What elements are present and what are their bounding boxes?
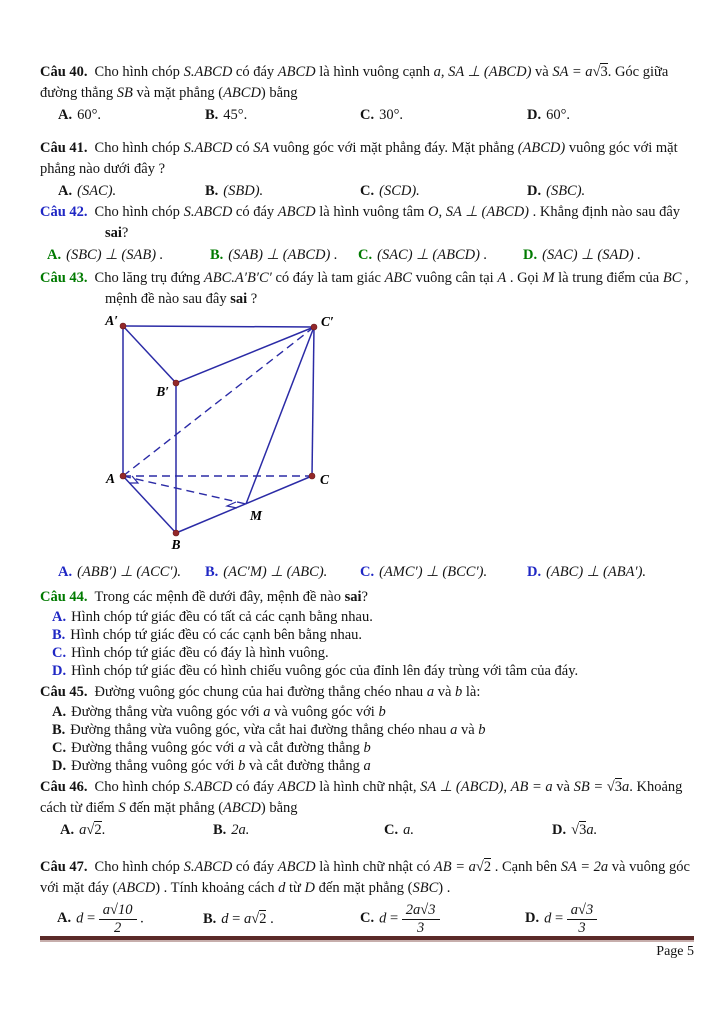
option-letter: C. bbox=[360, 183, 375, 199]
page-number: Page 5 bbox=[656, 944, 694, 959]
vertex-B-prime bbox=[173, 380, 179, 386]
answer-options bbox=[40, 104, 694, 126]
fraction bbox=[402, 902, 440, 936]
answer-option bbox=[527, 104, 694, 126]
text-run: sai bbox=[344, 589, 362, 605]
text-run: (SBC) ⊥ (SAB) . bbox=[66, 247, 164, 263]
text-run: a bbox=[621, 779, 630, 795]
question-body bbox=[40, 62, 694, 104]
text-run: SA ⊥ (ABCD) bbox=[420, 779, 504, 795]
answer-option bbox=[552, 819, 694, 841]
text-run: d bbox=[379, 910, 387, 927]
answer-option bbox=[40, 703, 694, 721]
question-body bbox=[40, 138, 694, 180]
text-run: có đáy bbox=[232, 64, 278, 80]
text-run: có đáy bbox=[232, 859, 278, 875]
sqrt-radicand: 2 bbox=[94, 822, 102, 838]
text-run: Đường thẳng vuông góc với bbox=[71, 740, 239, 756]
text-run: và bbox=[552, 779, 574, 795]
text-run: . Cạnh bên bbox=[491, 859, 561, 875]
text-run: D bbox=[304, 880, 316, 896]
text-run: = bbox=[386, 910, 402, 927]
option-letter: A. bbox=[58, 564, 73, 580]
text-run: . bbox=[136, 910, 144, 927]
text-run: sai bbox=[230, 291, 248, 307]
option-letter: A. bbox=[58, 183, 73, 199]
text-run: Đường thẳng vuông góc với bbox=[71, 758, 239, 774]
text-run: (ABC) ⊥ (ABA′). bbox=[546, 564, 647, 580]
text-run: Đường vuông góc chung của hai đường thẳng chéo nhau bbox=[94, 684, 427, 700]
answer-option bbox=[213, 819, 384, 841]
question-body bbox=[40, 777, 694, 819]
option-letter: B. bbox=[213, 822, 227, 838]
text-run: đến mặt phẳng ( bbox=[125, 800, 224, 816]
question-body bbox=[40, 857, 694, 899]
text-run: . bbox=[266, 911, 274, 927]
text-run: Đường thẳng vừa vuông góc với bbox=[71, 704, 264, 720]
answer-options bbox=[40, 819, 694, 841]
text-run: Đường thẳng vừa vuông góc, vừa cắt hai đường thẳng chéo nhau bbox=[70, 722, 451, 738]
option-letter: D. bbox=[552, 822, 567, 838]
vertex-C-prime bbox=[311, 324, 317, 330]
text-run: , bbox=[440, 64, 449, 80]
fraction bbox=[99, 902, 137, 936]
fraction-numerator: 2a√3 bbox=[402, 902, 440, 920]
answer-options bbox=[40, 244, 694, 266]
sqrt-expression: √3 bbox=[606, 779, 622, 795]
text-run: A bbox=[497, 270, 507, 286]
sqrt-expression: √3 bbox=[592, 64, 608, 80]
answer-option bbox=[360, 561, 527, 583]
text-run: và bbox=[531, 64, 553, 80]
option-letter: D. bbox=[525, 910, 540, 927]
text-run: ABCD bbox=[277, 64, 316, 80]
answer-option bbox=[358, 244, 523, 266]
prism-figure-svg bbox=[90, 312, 342, 554]
text-run: ABC bbox=[384, 270, 412, 286]
answer-option bbox=[40, 721, 694, 739]
option-letter: C. bbox=[360, 564, 375, 580]
text-run: SBC bbox=[412, 880, 439, 896]
answer-option bbox=[40, 644, 694, 662]
answer-option bbox=[58, 104, 205, 126]
answer-option bbox=[60, 819, 213, 841]
text-run: là hình vuông tâm bbox=[315, 204, 429, 220]
text-run: Hình chóp tứ giác đều có tất cả các cạnh bằng nhau. bbox=[71, 609, 373, 625]
question-q45 bbox=[40, 682, 694, 775]
option-letter: D. bbox=[527, 183, 542, 199]
text-run: d bbox=[544, 910, 552, 927]
option-letter: A. bbox=[57, 910, 72, 927]
text-run: Cho lăng trụ đứng bbox=[94, 270, 204, 286]
text-run: d bbox=[278, 880, 286, 896]
text-run: S.ABCD bbox=[183, 779, 233, 795]
fraction-denominator: 3 bbox=[578, 919, 586, 936]
text-run: b bbox=[238, 758, 246, 774]
label-M: M bbox=[250, 508, 263, 523]
text-run: và bbox=[434, 684, 455, 700]
text-run: và cắt đường thẳng bbox=[245, 740, 364, 756]
text-run: là hình chữ nhật có bbox=[315, 859, 434, 875]
question-number: Câu 41. bbox=[40, 140, 88, 156]
answer-option bbox=[58, 180, 205, 202]
text-run: ABCD bbox=[277, 204, 316, 220]
option-letter: C. bbox=[52, 645, 67, 661]
edge-A-prime-B-prime bbox=[123, 326, 176, 383]
question-q43 bbox=[40, 268, 694, 583]
text-run: sai bbox=[105, 225, 122, 241]
sqrt-expression: √2 bbox=[251, 911, 267, 927]
fraction bbox=[567, 902, 597, 936]
fraction-denominator: 2 bbox=[114, 919, 122, 936]
answer-option bbox=[40, 662, 694, 680]
text-run: a bbox=[426, 684, 435, 700]
text-run: (SAB) ⊥ (ABCD) . bbox=[228, 247, 338, 263]
text-run: O bbox=[428, 204, 439, 220]
sqrt-radicand: 2 bbox=[259, 911, 267, 927]
answer-option bbox=[203, 908, 360, 930]
option-letter: A. bbox=[47, 247, 62, 263]
text-run: là hình vuông cạnh bbox=[315, 64, 434, 80]
option-letter: B. bbox=[210, 247, 224, 263]
question-q41 bbox=[40, 138, 694, 202]
option-letter: D. bbox=[523, 247, 538, 263]
edge-BC bbox=[176, 476, 312, 533]
text-run: vuông góc với mặt phẳng đáy. Mặt phẳng bbox=[269, 140, 518, 156]
question-body bbox=[40, 202, 694, 244]
option-letter: B. bbox=[205, 183, 219, 199]
question-q44 bbox=[40, 587, 694, 680]
text-run: . Khoảng cách từ điểm bbox=[40, 779, 683, 816]
option-letter: B. bbox=[52, 627, 66, 643]
text-run: SA ⊥ (ABCD) bbox=[448, 64, 532, 80]
text-run: b bbox=[363, 740, 371, 756]
text-run: a. bbox=[403, 822, 414, 838]
text-run: ) . bbox=[438, 880, 451, 896]
text-run: AB = a bbox=[510, 779, 553, 795]
text-run: Trong các mệnh đề dưới đây, mệnh đề nào bbox=[94, 589, 345, 605]
answer-option bbox=[58, 561, 205, 583]
text-run: từ bbox=[285, 880, 305, 896]
answer-option bbox=[360, 104, 527, 126]
sqrt-radicand: 3 bbox=[579, 822, 587, 838]
answer-option bbox=[360, 180, 527, 202]
text-run: M bbox=[542, 270, 555, 286]
text-run: ? bbox=[361, 589, 368, 605]
answer-option bbox=[527, 180, 694, 202]
text-run: Hình chóp tứ giác đều có hình chiếu vuông góc của đỉnh lên đáy trùng với tâm của đáy. bbox=[71, 663, 579, 679]
text-run: S bbox=[118, 800, 126, 816]
text-run: là hình chữ nhật, bbox=[315, 779, 421, 795]
text-run: a bbox=[79, 822, 87, 838]
right-angle-mark-M bbox=[227, 502, 237, 508]
text-run: là: bbox=[462, 684, 481, 700]
answer-option bbox=[360, 902, 525, 936]
text-run: SA = a bbox=[552, 64, 593, 80]
question-number: Câu 46. bbox=[40, 779, 88, 795]
text-run: (SCD). bbox=[379, 183, 420, 199]
fraction-numerator: a√3 bbox=[567, 902, 597, 920]
option-letter: B. bbox=[205, 564, 219, 580]
question-q42 bbox=[40, 202, 694, 266]
text-run: d bbox=[76, 910, 84, 927]
text-run: AB = a bbox=[433, 859, 476, 875]
text-run: ? bbox=[247, 291, 258, 307]
text-run: SA bbox=[253, 140, 270, 156]
text-run: có bbox=[232, 140, 254, 156]
page-content bbox=[40, 62, 694, 939]
text-run: (ABCD) bbox=[517, 140, 566, 156]
answer-option bbox=[205, 104, 360, 126]
option-letter: C. bbox=[358, 247, 373, 263]
text-run: ) . Tính khoảng cách bbox=[155, 880, 279, 896]
answer-option bbox=[205, 180, 360, 202]
answer-option bbox=[210, 244, 358, 266]
text-run: SA = 2a bbox=[560, 859, 609, 875]
label-B-prime: B′ bbox=[156, 384, 169, 399]
text-run: 2a. bbox=[231, 822, 250, 838]
answer-option bbox=[523, 244, 694, 266]
answer-option bbox=[40, 757, 694, 775]
question-q46 bbox=[40, 777, 694, 841]
option-letter: A. bbox=[52, 609, 67, 625]
text-run: Cho hình chóp bbox=[94, 64, 184, 80]
text-run: Hình chóp tứ giác đều có đáy là hình vuông. bbox=[71, 645, 329, 661]
label-B: B bbox=[171, 537, 181, 552]
text-run: a bbox=[363, 758, 371, 774]
answer-option bbox=[40, 626, 694, 644]
question-number: Câu 45. bbox=[40, 684, 88, 700]
answer-option bbox=[205, 561, 360, 583]
question-q47 bbox=[40, 857, 694, 939]
option-letter: C. bbox=[384, 822, 399, 838]
option-letter: C. bbox=[360, 107, 375, 123]
text-run: Cho hình chóp bbox=[94, 859, 184, 875]
text-run: SB = bbox=[573, 779, 607, 795]
text-run: S.ABCD bbox=[183, 140, 233, 156]
text-run: ABCD bbox=[117, 880, 156, 896]
text-run: ) bằng bbox=[260, 800, 298, 816]
question-number: Câu 42. bbox=[40, 204, 88, 220]
text-run: = bbox=[83, 910, 99, 927]
text-run: a bbox=[243, 911, 252, 927]
text-run: (SBC). bbox=[546, 183, 586, 199]
option-letter: D. bbox=[527, 107, 542, 123]
sqrt-expression: √2 bbox=[86, 822, 102, 838]
text-run: vuông góc với mặt phẳng nào dưới đây ? bbox=[40, 140, 678, 177]
text-run: d bbox=[221, 911, 229, 927]
sqrt-expression: √3 bbox=[571, 822, 587, 838]
fraction-denominator: 3 bbox=[417, 919, 425, 936]
text-run: b bbox=[378, 704, 386, 720]
answer-option bbox=[40, 608, 694, 626]
text-run: S.ABCD bbox=[183, 859, 233, 875]
fraction-numerator: a√10 bbox=[99, 902, 137, 920]
vertex-A bbox=[120, 473, 126, 479]
question-body bbox=[40, 268, 694, 310]
text-run: a bbox=[263, 704, 271, 720]
text-run: S.ABCD bbox=[183, 64, 233, 80]
text-run: có đáy là tam giác bbox=[271, 270, 385, 286]
text-run: a bbox=[433, 64, 441, 80]
sqrt-expression: √2 bbox=[475, 859, 492, 875]
text-run: S.ABCD bbox=[183, 204, 233, 220]
edge-AM bbox=[123, 476, 246, 504]
text-run: b bbox=[478, 722, 486, 738]
text-run: Cho hình chóp bbox=[94, 140, 184, 156]
answer-option bbox=[47, 244, 210, 266]
question-body bbox=[40, 682, 694, 703]
option-letter: A. bbox=[58, 107, 73, 123]
label-C: C bbox=[320, 472, 330, 487]
text-run: và cắt đường thẳng bbox=[245, 758, 364, 774]
option-letter: B. bbox=[52, 722, 66, 738]
option-letter: D. bbox=[52, 663, 67, 679]
text-run: Hình chóp tứ giác đều có các cạnh bên bằng nhau. bbox=[70, 627, 363, 643]
question-list bbox=[40, 62, 694, 939]
answer-option bbox=[40, 739, 694, 757]
answer-options bbox=[40, 703, 694, 775]
option-letter: C. bbox=[360, 910, 375, 927]
label-C-prime: C′ bbox=[321, 314, 334, 329]
sqrt-radicand: 2 bbox=[483, 859, 492, 875]
page-footer bbox=[40, 936, 694, 960]
label-A-prime: A′ bbox=[105, 313, 118, 328]
text-run: a bbox=[450, 722, 458, 738]
prism-figure bbox=[90, 312, 342, 559]
text-run: . Góc giữa đường thẳng bbox=[40, 64, 669, 101]
text-run: và vuông góc với mặt đáy ( bbox=[40, 859, 690, 896]
text-run: 45°. bbox=[223, 107, 248, 123]
sqrt-radicand: 3 bbox=[614, 779, 622, 795]
question-body bbox=[40, 587, 694, 608]
text-run: là trung điểm của bbox=[554, 270, 663, 286]
option-letter: A. bbox=[60, 822, 75, 838]
vertex-A-prime bbox=[120, 323, 126, 329]
footer-rule-light bbox=[40, 940, 694, 942]
text-run: = bbox=[228, 911, 244, 927]
text-run: ) bằng bbox=[260, 85, 298, 101]
option-letter: B. bbox=[205, 107, 219, 123]
label-A: A bbox=[105, 471, 115, 486]
edge-A-prime-C-prime bbox=[123, 326, 314, 327]
text-run: Cho hình chóp bbox=[94, 779, 184, 795]
text-run: b bbox=[455, 684, 463, 700]
text-run: SB bbox=[116, 85, 133, 101]
text-run: và mặt phẳng ( bbox=[132, 85, 224, 101]
question-number: Câu 40. bbox=[40, 64, 88, 80]
text-run: ABCD bbox=[277, 859, 316, 875]
text-run: . bbox=[101, 822, 106, 838]
text-run: 30°. bbox=[379, 107, 404, 123]
question-number: Câu 44. bbox=[40, 589, 88, 605]
answer-option bbox=[384, 819, 552, 841]
text-run: ? bbox=[121, 225, 129, 241]
text-run: BC bbox=[662, 270, 682, 286]
option-letter: D. bbox=[527, 564, 542, 580]
text-run: và bbox=[457, 722, 479, 738]
vertex-B bbox=[173, 530, 179, 536]
text-run: (ABB′) ⊥ (ACC′). bbox=[77, 564, 182, 580]
text-run: (SAC) ⊥ (SAD) . bbox=[542, 247, 641, 263]
question-q40 bbox=[40, 62, 694, 126]
text-run: , bbox=[438, 204, 446, 220]
text-run: (AMC′) ⊥ (BCC′). bbox=[379, 564, 488, 580]
answer-options bbox=[40, 180, 694, 202]
answer-options bbox=[40, 608, 694, 680]
text-run: có đáy bbox=[232, 779, 278, 795]
vertex-C bbox=[309, 473, 315, 479]
text-run: . Gọi bbox=[506, 270, 543, 286]
text-run: (SBD). bbox=[223, 183, 264, 199]
text-run: , bbox=[503, 779, 511, 795]
text-run: a bbox=[238, 740, 246, 756]
text-run: ABCD bbox=[277, 779, 316, 795]
answer-options bbox=[40, 899, 694, 939]
question-number: Câu 47. bbox=[40, 859, 88, 875]
text-run: (AC′M) ⊥ (ABC). bbox=[223, 564, 328, 580]
option-letter: D. bbox=[52, 758, 67, 774]
text-run: , mệnh đề nào sau đây bbox=[105, 270, 689, 307]
text-run: và vuông góc với bbox=[270, 704, 379, 720]
text-run: = bbox=[551, 910, 567, 927]
text-run: có đáy bbox=[232, 204, 278, 220]
answer-options bbox=[40, 561, 694, 583]
text-run: (SAC). bbox=[77, 183, 117, 199]
text-run: Cho hình chóp bbox=[94, 204, 184, 220]
sqrt-radicand: 3 bbox=[600, 64, 608, 80]
edge-B-prime-C-prime bbox=[176, 327, 314, 383]
answer-option bbox=[527, 561, 694, 583]
text-run: a. bbox=[586, 822, 598, 838]
text-run: SA ⊥ (ABCD) bbox=[445, 204, 530, 220]
edge-AB bbox=[123, 476, 176, 533]
text-run: ABCD bbox=[223, 85, 261, 101]
text-run: 60°. bbox=[77, 107, 102, 123]
text-run: ABC.A′B′C′ bbox=[203, 270, 272, 286]
text-run: (SAC) ⊥ (ABCD) . bbox=[377, 247, 488, 263]
option-letter: A. bbox=[52, 704, 67, 720]
answer-option bbox=[57, 902, 203, 936]
edge-CC-prime bbox=[312, 327, 314, 476]
question-number: Câu 43. bbox=[40, 270, 88, 286]
text-run: đến mặt phẳng ( bbox=[315, 880, 413, 896]
text-run: vuông cân tại bbox=[411, 270, 498, 286]
text-run: 60°. bbox=[546, 107, 571, 123]
text-run: . Khẳng định nào sau đây bbox=[529, 204, 681, 220]
option-letter: B. bbox=[203, 911, 217, 927]
text-run: ABCD bbox=[223, 800, 261, 816]
answer-option bbox=[525, 902, 694, 936]
option-letter: C. bbox=[52, 740, 67, 756]
